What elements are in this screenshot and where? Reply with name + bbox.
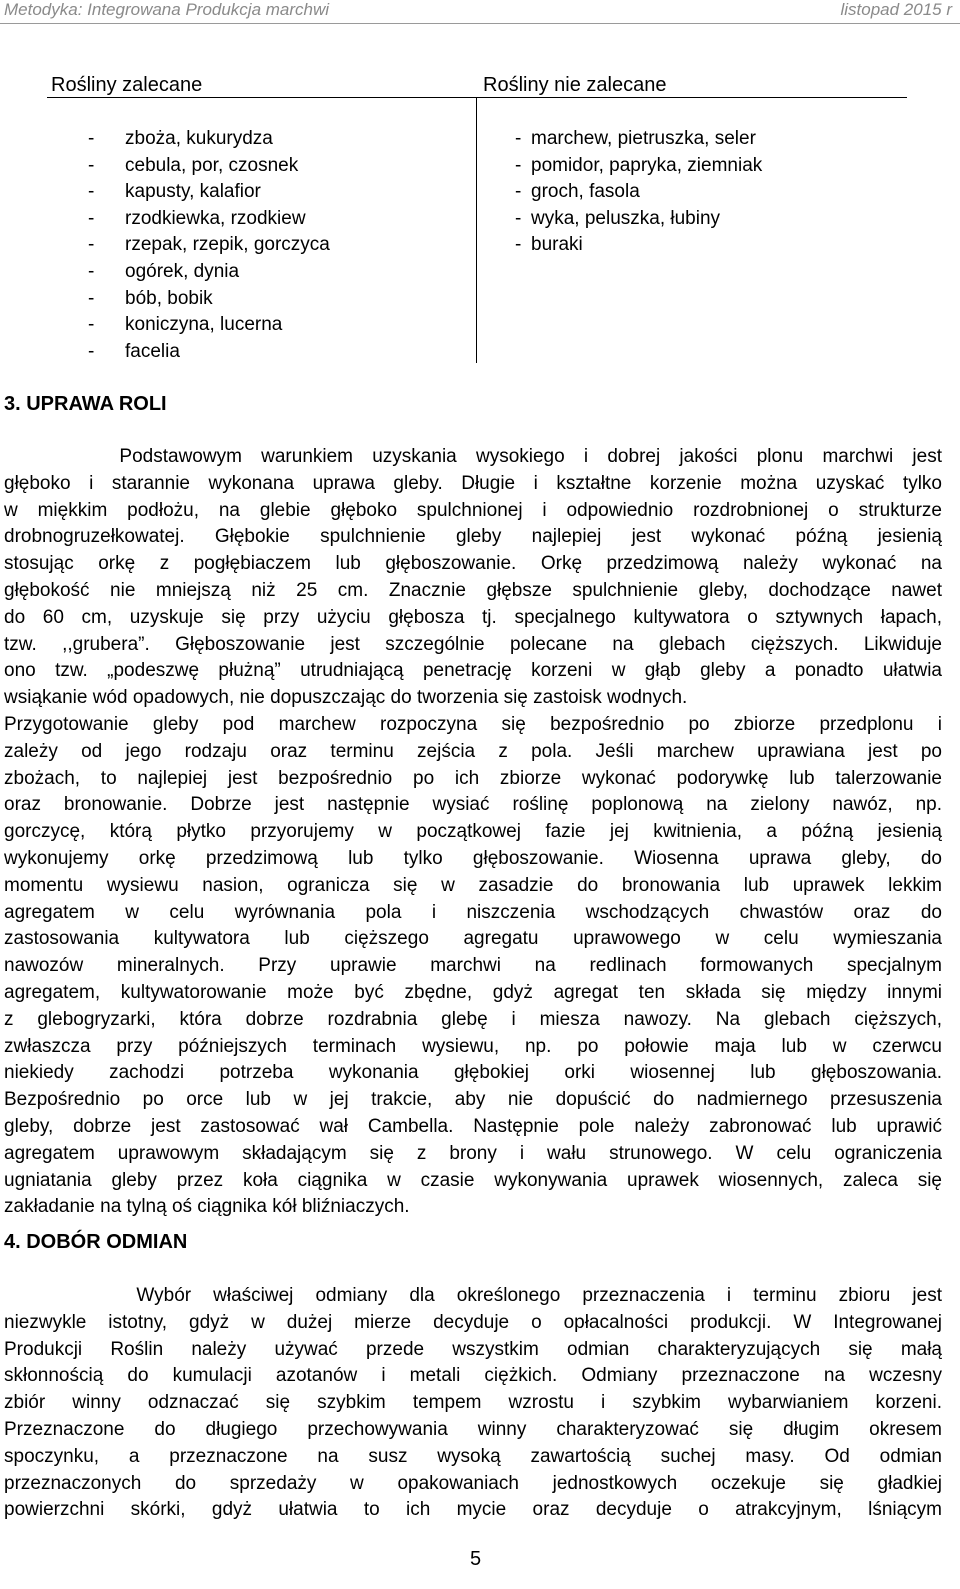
list-item <box>515 126 762 153</box>
list-item <box>88 339 330 366</box>
list-dash: - <box>88 128 95 149</box>
list-item <box>88 153 330 180</box>
list-dash: - <box>88 234 95 256</box>
list-item-text: marchew, pietruszka, seler <box>531 128 756 149</box>
list-item <box>88 126 330 153</box>
text-line: zależy od jego rodzaju oraz terminu zejścia z pola. Jeśli marchew uprawiana jest po <box>4 740 942 762</box>
list-item-text: kapusty, kalafior <box>125 181 261 203</box>
header-divider <box>0 23 960 24</box>
table-rule-left <box>47 97 476 98</box>
text-line: niekiedy zachodzi potrzeba wykonania głębokiej orki wiosennej lub głęboszowania. <box>4 1062 942 1084</box>
table-column-divider <box>476 97 477 363</box>
text-line: momentu wysiewu nasion, ogranicza się w zasadzie do bronowania lub uprawek lekkim <box>4 874 942 896</box>
text-line: ono tzw. „podeszwę płużną” utrudniającą penetrację korzeni w głąb gleby a ponadto ułatwia <box>4 660 942 682</box>
text-line: Przygotowanie gleby pod marchew rozpoczyna się bezpośrednio po zbiorze przedplonu i <box>4 713 942 735</box>
text-line: Podstawowym warunkiem uzyskania wysokiego i dobrej jakości plonu marchwi jest <box>4 446 942 467</box>
page-number: 5 <box>470 1548 482 1570</box>
list-dash: - <box>515 128 522 149</box>
list-dash: - <box>515 207 522 229</box>
table-rule-right <box>476 97 907 98</box>
text-line: do 60 cm, uzyskuje się przy użyciu głębosza tj. specjalnego kultywatora o sztywnych łapach, <box>4 606 942 628</box>
list-item <box>88 179 330 206</box>
list-dash: - <box>88 260 95 282</box>
text-line: gleby, dobrze jest zastosować wał Cambella. Następnie pole należy zabronować lub uprawić <box>4 1115 942 1137</box>
list-item <box>88 232 330 259</box>
list-dash: - <box>88 287 95 309</box>
list-dash: - <box>515 154 522 176</box>
list-dash: - <box>88 314 95 336</box>
text-line: głęboko i starannie wykonana uprawa gleby. Długie i kształtne korzenie można uzyskać tylko <box>4 472 942 494</box>
page-header <box>0 0 960 22</box>
list-item-text: cebula, por, czosnek <box>125 154 299 176</box>
text-line: zakładanie na tylną oś ciągnika kół bliźniaczych. <box>4 1196 410 1218</box>
list-item <box>515 206 762 233</box>
list-dash: - <box>515 234 522 256</box>
text-line: w miękkim podłożu, na glebie głęboko spulchnionej i odpowiednio rozdrobnionej o strukturze <box>4 499 942 521</box>
list-item <box>88 259 330 286</box>
list-item-text: zboża, kukurydza <box>125 128 273 149</box>
text-line: Bezpośrednio po orce lub w jej trakcie, aby nie dopuścić do nadmiernego przesuszenia <box>4 1089 942 1111</box>
section-4-heading: 4. DOBÓR ODMIAN <box>4 1231 188 1253</box>
text-line: głębokość nie mniejszą niż 25 cm. Znacznie głębsze spulchnienie gleby, dochodzące nawet <box>4 579 942 601</box>
text-line: skłonnością do kumulacji azotanów i metali ciężkich. Odmiany przeznaczone na wczesny <box>4 1365 942 1387</box>
list-dash: - <box>515 181 522 203</box>
list-item-text: wyka, peluszka, łubiny <box>531 207 721 229</box>
list-item <box>515 232 762 259</box>
text-line: zwłaszcza przy późniejszych terminach wysiewu, np. po połowie maja lub w czerwcu <box>4 1035 942 1057</box>
recommended-plants-heading: Rośliny zalecane <box>51 74 203 96</box>
list-item-text: bób, bobik <box>125 287 213 309</box>
list-item <box>515 153 762 180</box>
list-item-text: groch, fasola <box>531 181 640 203</box>
text-line: wsiąkanie wód opadowych, nie dopuszczając do tworzenia się zastoisk wodnych. <box>4 687 688 709</box>
list-item-text: koniczyna, lucerna <box>125 314 283 336</box>
list-item <box>88 312 330 339</box>
list-item-text: facelia <box>125 340 180 362</box>
text-line: agregatem w celu wyrównania pola i niszczenia wschodzących chwastów oraz do <box>4 901 942 923</box>
list-item-text: rzodkiewka, rzodkiew <box>125 207 306 229</box>
text-line: Wybór właściwej odmiany dla określonego przeznaczenia i terminu zbioru jest <box>4 1285 942 1306</box>
text-line: gorczycę, którą płytko przyorujemy w początkowej fazie jej kwitnienia, a późną jesienią <box>4 821 942 843</box>
text-line: Produkcji Roślin należy używać przede wszystkim odmian charakteryzujących się małą <box>4 1338 942 1360</box>
list-item-text: ogórek, dynia <box>125 260 240 282</box>
recommended-plants-list <box>88 126 330 365</box>
list-item <box>88 206 330 233</box>
list-item-text: pomidor, papryka, ziemniak <box>531 154 763 176</box>
not-recommended-plants-heading: Rośliny nie zalecane <box>483 74 667 96</box>
list-item <box>515 179 762 206</box>
text-line: nawozów mineralnych. Przy uprawie marchwi na redlinach formowanych specjalnym <box>4 955 942 977</box>
text-line: niezwykle istotny, gdyż w dużej mierze decyduje o opłacalności produkcji. W Integrowanej <box>4 1311 942 1333</box>
list-dash: - <box>88 181 95 203</box>
text-line: zastosowania kultywatora lub cięższego agregatu uprawowego w celu wymieszania <box>4 928 942 950</box>
section-4-paragraph <box>4 1283 942 1524</box>
text-line: tzw. ,,grubera”. Głęboszowanie jest szczególnie polecane na glebach cięższych. Likwiduje <box>4 633 942 655</box>
list-dash: - <box>88 340 95 362</box>
text-line: wykonujemy orkę przedzimową lub tylko głęboszowanie. Wiosenna uprawa gleby, do <box>4 847 942 869</box>
list-dash: - <box>88 207 95 229</box>
list-item-text: buraki <box>531 234 583 256</box>
text-line: powierzchni skórki, gdyż ułatwia to ich mycie oraz decyduje o atrakcyjnym, lśniącym <box>4 1499 942 1521</box>
text-line: przeznaczonych do sprzedaży w opakowaniach jednostkowych oczekuje się gładkiej <box>4 1472 942 1494</box>
text-line: agregatem uprawowym składającym się z brony i wału strunowego. W celu ograniczenia <box>4 1142 942 1164</box>
header-date: listopad 2015 r <box>840 0 952 19</box>
text-line: ugniatania gleby przez koła ciągnika w czasie wykonywania uprawek wiosennych, zaleca się <box>4 1169 942 1191</box>
section-3-heading: 3. UPRAWA ROLI <box>4 393 167 415</box>
header-title: Metodyka: Integrowana Produkcja marchwi <box>4 0 330 19</box>
section-3-paragraph <box>4 444 942 1221</box>
text-line: zbiór winny odznaczać się szybkim tempem wzrostu i szybkim wybarwianiem korzeni. <box>4 1392 942 1414</box>
text-line: spoczynku, a przeznaczone na susz wysoką zawartością suchej masy. Od odmian <box>4 1445 942 1467</box>
text-line: agregatem, kultywatorowanie może być zbędne, gdyż agregat ten składa się między innymi <box>4 981 942 1003</box>
text-line: Przeznaczone do długiego przechowywania winny charakteryzować się długim okresem <box>4 1418 942 1440</box>
text-line: oraz bronowanie. Dobrze jest następnie wysiać roślinę poplonową na zielony nawóz, np. <box>4 794 942 816</box>
list-dash: - <box>88 154 95 176</box>
text-line: z glebogryzarki, która dobrze rozdrabnia glebę i miesza nawozy. Na glebach cięższych, <box>4 1008 942 1030</box>
text-line: stosując orkę z pogłębiaczem lub głęboszowanie. Orkę przedzimową należy wykonać na <box>4 553 942 575</box>
list-item <box>88 286 330 313</box>
text-line: zbożach, to najlepiej jest bezpośrednio po ich zbiorze wykonać podorywkę lub talerzowanie <box>4 767 942 789</box>
text-line: drobnogruzełkowatej. Głębokie spulchnienie gleby najlepiej jest wykonać późną jesienią <box>4 526 942 548</box>
list-item-text: rzepak, rzepik, gorczyca <box>125 234 330 256</box>
not-recommended-plants-list <box>515 126 762 259</box>
